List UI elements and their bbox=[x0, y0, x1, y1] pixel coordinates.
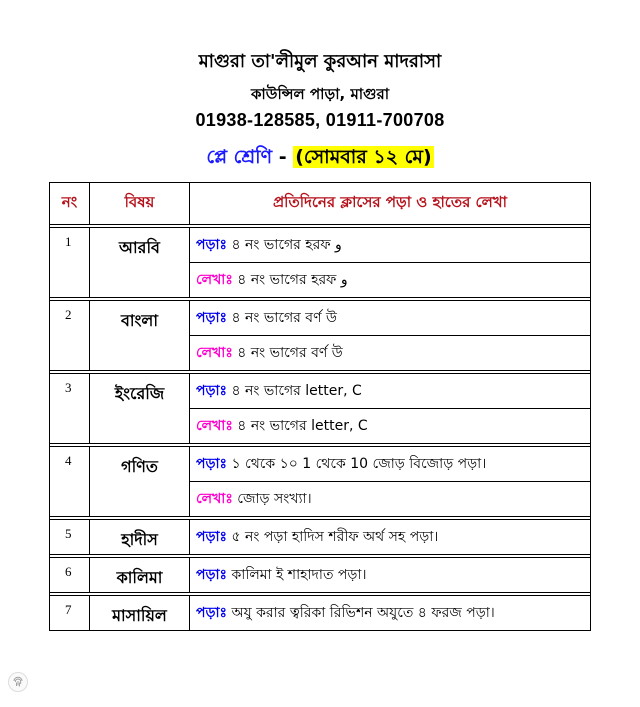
row-number: 7 bbox=[50, 596, 90, 631]
read-label: পড়াঃ bbox=[196, 383, 228, 399]
write-text: জোড় সংখ্যা। bbox=[232, 491, 312, 507]
table-row bbox=[50, 596, 591, 631]
table-header-row bbox=[50, 183, 591, 225]
write-label: লেখাঃ bbox=[196, 272, 233, 288]
read-text: ১ থেকে ১০ 1 থেকে 10 জোড় বিজোড় পড়া। bbox=[227, 456, 487, 472]
write-cell bbox=[190, 336, 591, 371]
write-label: লেখাঃ bbox=[196, 418, 233, 434]
phone-numbers: 01938-128585, 01911-700708 bbox=[195, 110, 445, 130]
write-text: ৪ নং ভাগের বর্ণ উ bbox=[232, 345, 343, 361]
row-number: 1 bbox=[50, 228, 90, 298]
table-row bbox=[50, 447, 591, 482]
row-subject: আরবি bbox=[90, 228, 190, 298]
row-number: 3 bbox=[50, 374, 90, 444]
class-date-line bbox=[0, 143, 640, 175]
header-no: নং bbox=[50, 183, 90, 225]
read-cell bbox=[190, 596, 591, 631]
read-label: পড়াঃ bbox=[196, 605, 228, 621]
school-address: কাউন্সিল পাড়া, মাগুরা bbox=[250, 85, 390, 103]
read-label: পড়াঃ bbox=[196, 237, 228, 253]
row-subject: ইংরেজি bbox=[90, 374, 190, 444]
class-name: প্লে শ্রেণি bbox=[206, 146, 273, 168]
date-badge: (সোমবার ১২ মে) bbox=[295, 146, 432, 168]
table-row bbox=[50, 520, 591, 555]
write-cell bbox=[190, 263, 591, 298]
table-row bbox=[50, 228, 591, 263]
write-cell bbox=[190, 482, 591, 517]
read-cell bbox=[190, 558, 591, 593]
row-subject: গণিত bbox=[90, 447, 190, 517]
read-text: ৫ নং পড়া হাদিস শরীফ অর্থ সহ পড়া। bbox=[227, 529, 439, 545]
read-text: ৪ নং ভাগের বর্ণ উ bbox=[227, 310, 337, 326]
read-text: অযু করার ত্বরিকা রিভিশন অযুতে ৪ ফরজ পড়া। bbox=[227, 605, 495, 621]
table-row bbox=[50, 558, 591, 593]
table-row bbox=[50, 374, 591, 409]
row-subject: কালিমা bbox=[90, 558, 190, 593]
read-cell bbox=[190, 228, 591, 263]
row-number: 2 bbox=[50, 301, 90, 371]
row-subject: বাংলা bbox=[90, 301, 190, 371]
read-text: ৪ নং ভাগের letter, C bbox=[227, 383, 362, 399]
read-cell bbox=[190, 374, 591, 409]
write-text: ৪ নং ভাগের হরফ و bbox=[232, 272, 348, 288]
separator: - bbox=[272, 146, 294, 168]
fingerprint-icon[interactable] bbox=[8, 672, 28, 692]
read-cell bbox=[190, 447, 591, 482]
read-label: পড়াঃ bbox=[196, 310, 228, 326]
row-subject: হাদীস bbox=[90, 520, 190, 555]
read-text: কালিমা ই শাহাদাত পড়া। bbox=[227, 567, 367, 583]
school-name: মাগুরা তা'লীমুল কুরআন মাদরাসা bbox=[198, 51, 442, 72]
header-description: প্রতিদিনের ক্লাসের পড়া ও হাতের লেখা bbox=[190, 183, 591, 225]
row-number: 4 bbox=[50, 447, 90, 517]
row-subject: মাসায়িল bbox=[90, 596, 190, 631]
header-subject: বিষয় bbox=[90, 183, 190, 225]
row-number: 5 bbox=[50, 520, 90, 555]
write-label: লেখাঃ bbox=[196, 491, 233, 507]
read-label: পড়াঃ bbox=[196, 456, 228, 472]
write-cell bbox=[190, 409, 591, 444]
read-cell bbox=[190, 301, 591, 336]
routine-table bbox=[49, 182, 591, 631]
read-cell bbox=[190, 520, 591, 555]
read-text: ৪ নং ভাগের হরফ و bbox=[227, 237, 342, 253]
read-label: পড়াঃ bbox=[196, 567, 228, 583]
row-number: 6 bbox=[50, 558, 90, 593]
table-row bbox=[50, 301, 591, 336]
read-label: পড়াঃ bbox=[196, 529, 228, 545]
write-text: ৪ নং ভাগের letter, C bbox=[232, 418, 368, 434]
write-label: লেখাঃ bbox=[196, 345, 233, 361]
